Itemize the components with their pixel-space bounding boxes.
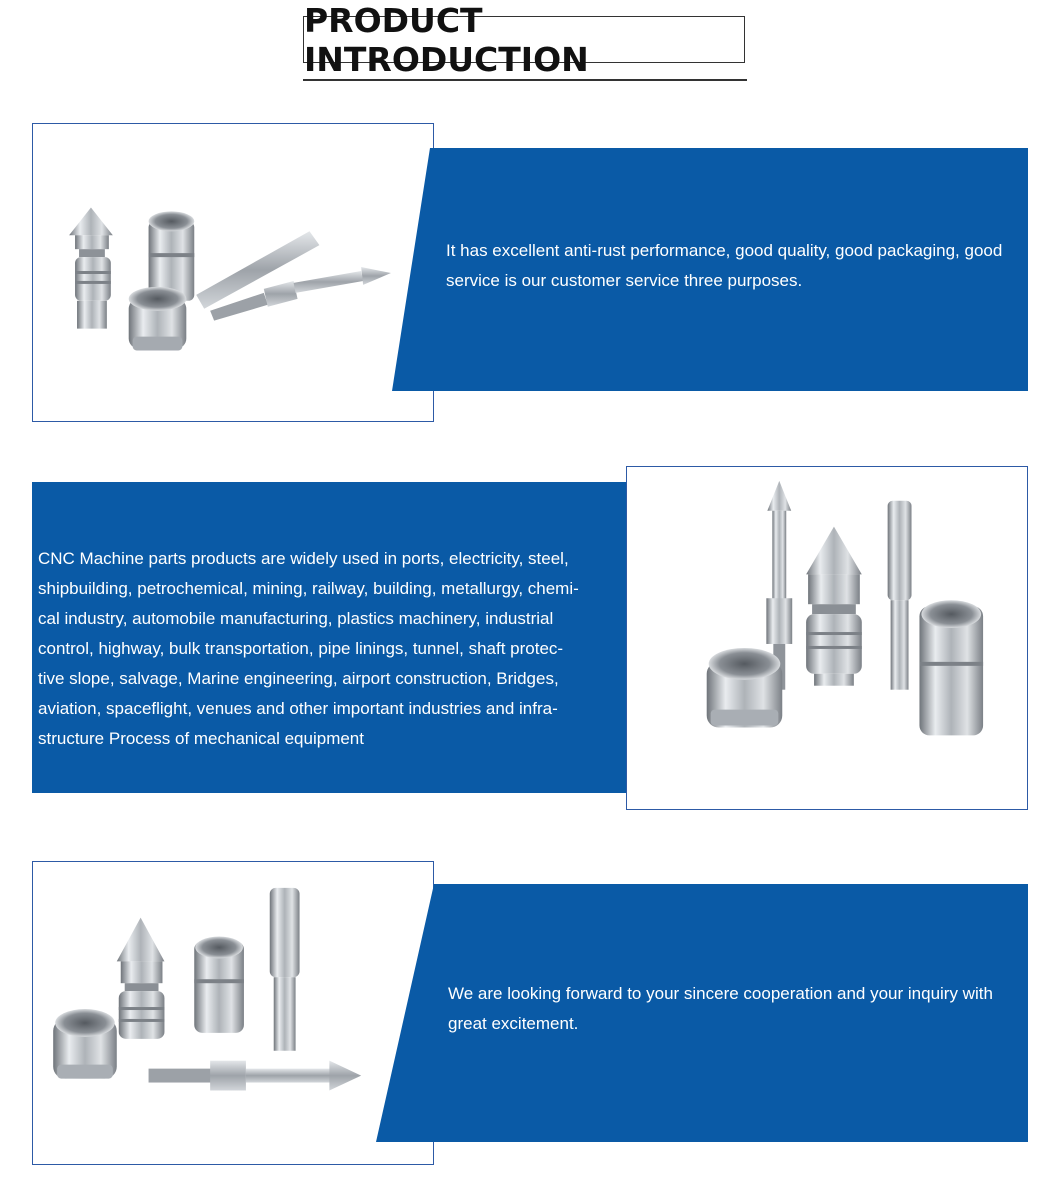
cone-nozzle-part [117,918,165,1039]
page-title: PRODUCT INTRODUCTION [304,0,589,79]
pointed-screw-part [149,1061,362,1091]
product-image-2 [626,466,1028,810]
cone-nozzle-part [806,527,862,686]
banner-2-line: cal industry, automobile manufacturing, plastics machinery, industrial [38,609,554,628]
banner-1-text: It has excellent anti-rust performance, good quality, good packaging, good service is our customer service three purposes. [446,241,1003,290]
text-banner-1 [392,148,1028,391]
banner-3-text: We are looking forward to your sincere cooperation and your inquiry with great excitement. [448,984,993,1033]
fitting-part [129,287,187,351]
text-banner-2 [32,482,686,793]
rod-part [270,888,300,1051]
fitting-part [53,1009,117,1079]
title-underline [303,79,747,81]
bushing-part [919,600,983,735]
section-title-box [303,0,745,79]
banner-2-line: CNC Machine parts products are widely used in ports, electricity, steel, [38,549,569,568]
fitting-part [707,648,783,728]
banner-2-line: shipbuilding, petrochemical, mining, railway, building, metallurgy, chemi- [38,579,579,598]
banner-2-line: aviation, spaceflight, venues and other important industries and infra- [38,699,558,718]
rod-part [888,501,912,690]
banner-2-line: structure Process of mechanical equipment [38,729,364,748]
product-image-3 [32,861,434,1165]
banner-2-line: control, highway, bulk transportation, pipe linings, tunnel, shaft protec- [38,639,564,658]
banner-2-text [38,544,638,754]
banner-2-line: tive slope, salvage, Marine engineering, airport construction, Bridges, [38,669,559,688]
bushing-part [194,937,244,1033]
cone-nozzle-part [69,207,113,328]
product-image-1 [32,123,434,422]
text-banner-3 [376,884,1028,1142]
